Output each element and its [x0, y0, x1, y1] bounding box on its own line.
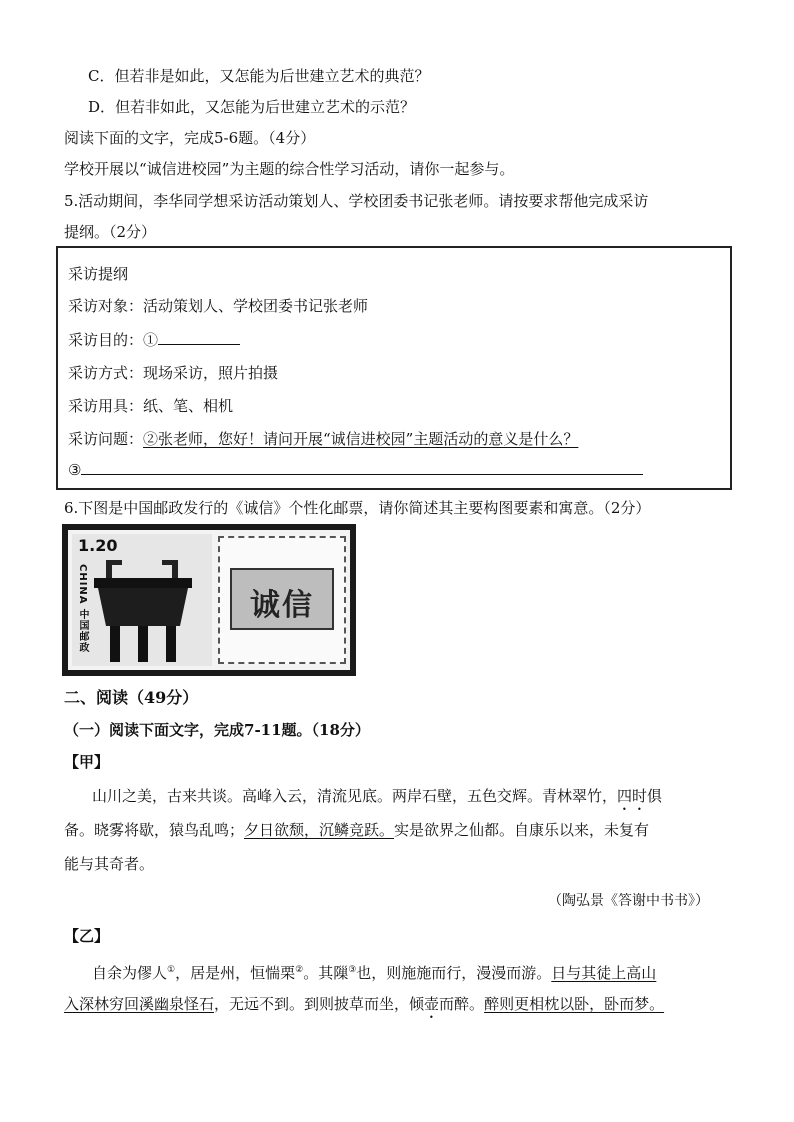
yi-line1-c: 。其隟 [303, 964, 349, 982]
yi-line2-b: ，无远不到。到则披草而坐，倾 [214, 995, 425, 1013]
passage-jia-label: 【甲】 [64, 753, 110, 771]
yi-line-1 [92, 960, 656, 983]
passage-yi-label: 【乙】 [64, 927, 110, 945]
outline-target: 采访对象：活动策划人、学校团委书记张老师 [68, 297, 369, 315]
stamp-country: CHINA 中国邮政 [77, 564, 88, 654]
jia-line1-b: 四时 [617, 787, 648, 805]
outline-method: 采访方式：现场采访，照片拍摄 [68, 364, 279, 382]
question-2: ②张老师，您好！请问开展“诚信进校园”主题活动的意义是什么？ [143, 430, 579, 448]
yi-line2-d: 而醉。 [439, 995, 485, 1013]
jia-line-3: 能与其奇者。 [64, 855, 155, 873]
outline-title: 采访提纲 [68, 265, 129, 283]
scroll-banner [230, 568, 334, 630]
stamp-image [62, 524, 356, 676]
jia-line1-a: 山川之美，古来共谈。高峰入云，清流见底。两岸石壁，五色交辉。青林翠竹， [92, 787, 618, 805]
jia-line-2 [64, 820, 649, 840]
scroll-text: 诚信 [250, 588, 314, 623]
question-3-label: ③ [68, 461, 82, 479]
outline-tools: 采访用具：纸、笔、相机 [68, 397, 234, 415]
purpose-blank[interactable] [158, 330, 240, 345]
yi-line1-b: ，居是州，恒惴栗 [175, 964, 296, 982]
ding-vessel-icon [72, 534, 212, 666]
purpose-label: 采访目的：① [68, 331, 159, 349]
jia-line2-c: 实是欲界之仙都。自康乐以来，未复有 [394, 821, 650, 839]
question-3-blank[interactable] [81, 460, 643, 475]
stamp-scroll-panel [218, 536, 346, 664]
yi-line-2 [64, 994, 664, 1022]
outline-question-3 [68, 460, 643, 480]
question-5-line2: 提纲。（2分） [64, 223, 157, 241]
stamp-price: 1.20 [78, 536, 118, 555]
option-d: D．但若非如此，又怎能为后世建立艺术的示范？ [88, 98, 416, 116]
jia-source: （陶弘景《答谢中书书》） [548, 893, 709, 909]
footnote-3: ③ [348, 965, 357, 975]
outline-purpose [68, 330, 240, 350]
question-5-line1: 5.活动期间，李华同学想采访活动策划人、学校团委书记张老师。请按要求帮他完成采访 [64, 192, 649, 210]
yi-line1-e: 日与其徒上高山 [551, 964, 657, 982]
section-2-heading: 二、阅读（49分） [64, 688, 199, 707]
outline-question [68, 429, 578, 449]
section-2-part-1: （一）阅读下面文字，完成7-11题。（18分） [64, 721, 370, 739]
question-label: 采访问题： [68, 430, 144, 448]
yi-line2-a: 入深林穷回溪幽泉怪石 [64, 995, 215, 1013]
yi-line2-c: 壶 [424, 995, 440, 1013]
footnote-1: ① [167, 965, 176, 975]
footnote-2: ② [295, 965, 304, 975]
yi-line1-a: 自余为僇人 [92, 964, 168, 982]
reading-instruction: 阅读下面的文字，完成5-6题。（4分） [64, 129, 316, 147]
yi-line2-e: 醉则更相枕以卧，卧而梦。 [484, 995, 665, 1013]
jia-line2-b: 夕日欲颓，沉鳞竞跃。 [244, 821, 395, 839]
yi-line1-d: 也，则施施而行，漫漫而游。 [356, 964, 552, 982]
jia-line2-a: 备。晓雾将歇，猿鸟乱鸣； [64, 821, 245, 839]
question-6: 6.下图是中国邮政发行的《诚信》个性化邮票，请你简述其主要构图要素和寓意。（2分） [64, 499, 651, 517]
interview-outline-box [56, 246, 732, 490]
option-c: C．但若非是如此，又怎能为后世建立艺术的典范？ [88, 67, 430, 85]
activity-intro: 学校开展以“诚信进校园”为主题的综合性学习活动，请你一起参与。 [64, 160, 515, 178]
jia-line-1 [92, 786, 662, 814]
stamp-ding-panel [72, 534, 212, 666]
jia-line1-c: 俱 [647, 787, 663, 805]
